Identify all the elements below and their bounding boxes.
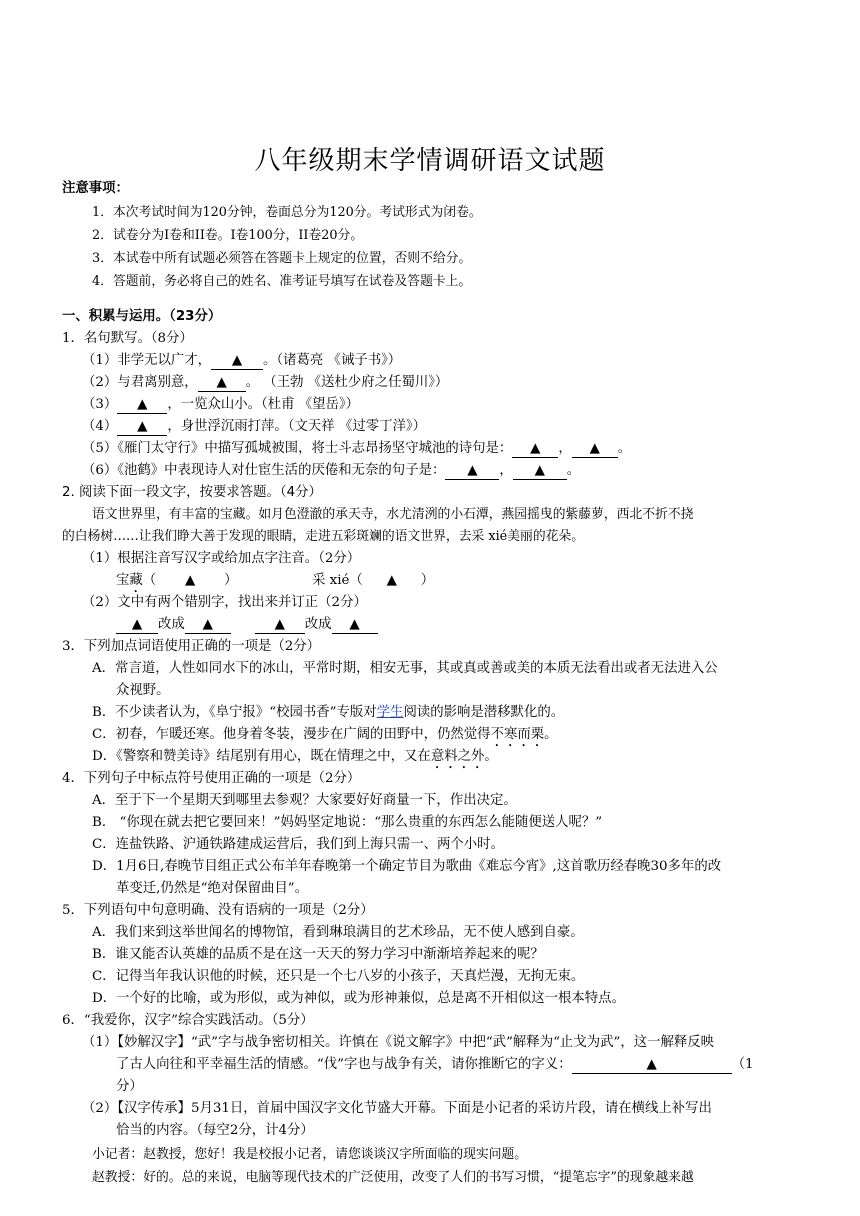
q1-item-5-mid: ， xyxy=(558,441,572,456)
paren-open: （ xyxy=(142,573,157,588)
exam-title: 八年级期末学情调研语文试题 xyxy=(254,146,606,176)
q6-sub-1-line-2-post: （1 xyxy=(731,1057,754,1072)
answer-blank[interactable]: ▲ xyxy=(512,441,558,458)
q1-item-4-post: ，身世浮沉雨打萍。（文天祥 《过零丁洋》） xyxy=(167,419,426,434)
q1-item-1-pre: （1）非学无以广才， xyxy=(82,353,212,368)
q3-option-d-pre: D．《警察和赞美诗》结尾别有用心，既在情理之中，又在 xyxy=(92,749,431,764)
q6-stem: 6．“我爱你，汉字”综合实践活动。（5分） xyxy=(62,1013,314,1028)
paren-close: ） xyxy=(224,573,238,588)
q1-item-6 xyxy=(82,461,580,481)
q1-stem: 1．名句默写。（8分） xyxy=(62,331,193,346)
answer-blank[interactable]: ▲ xyxy=(211,353,263,370)
answer-blank[interactable]: ▲ xyxy=(198,375,246,392)
q1-item-3-pre: （3） xyxy=(82,397,118,412)
q6-sub-2-line-2: 恰当的内容。（每空2分，计4分） xyxy=(116,1123,314,1138)
q3-option-a-line-1: A．常言道，人性如同水下的冰山，平常时期，相安无事，其或真或善或美的本质无法看出或者无法进入公 xyxy=(92,661,718,676)
notice-item-1: 1．本次考试时间为120分钟，卷面总分为120分。考试形式为闭卷。 xyxy=(92,205,482,220)
change-to-label: 改成 xyxy=(158,617,185,632)
q1-item-3-post: ，一览众山小。（杜甫 《望岳》） xyxy=(167,397,360,412)
q2-sub-2: （2）文中有两个错别字，找出来并订正（2分） xyxy=(82,595,367,610)
q1-item-6-mid: ， xyxy=(499,463,513,478)
q2-stem: 2. 阅读下面一段文字，按要求答题。（4分） xyxy=(62,485,322,500)
answer-blank[interactable]: ▲ xyxy=(116,617,158,634)
answer-blank[interactable]: ▲ xyxy=(255,617,305,634)
q6-sub-1-line-1: （1）【妙解汉字】“武”字与战争密切相关。许慎在《说文解字》中把“武”解释为“止戈为武”，这一解释反映 xyxy=(82,1035,715,1050)
q5-option-b: B．谁又能否认英雄的品质不是在这一天天的努力学习中渐渐培养起来的呢？ xyxy=(92,947,544,962)
q4-option-b: B． “你现在就去把它要回来！”妈妈坚定地说：“那么贵重的东西怎么能随便送人呢？” xyxy=(92,815,603,830)
q1-item-3 xyxy=(82,395,359,415)
q6-dialog-reporter: 小记者：赵教授，您好！我是校报小记者，请您谈谈汉字所面临的现实问题。 xyxy=(92,1147,528,1162)
q2-word-b-label: 采 xié（ xyxy=(312,573,363,588)
q2-passage-line-2: 的白杨树……让我们睁大善于发现的眼睛，走进五彩斑斓的语文世界，去采 xié美丽的花朵。 xyxy=(62,529,585,544)
q6-sub-2-line-1: （2）【汉字传承】5月31日，首届中国汉字文化节盛大开幕。下面是小记者的采访片段，请在横线上补写出 xyxy=(82,1101,712,1116)
q1-item-1-post: 。（诸葛亮 《诫子书》） xyxy=(263,353,402,368)
q3-option-c-post: 。 xyxy=(544,727,558,742)
notice-item-3: 3．本试卷中所有试题必须答在答题卡上规定的位置，否则不给分。 xyxy=(92,251,472,266)
answer-slot[interactable]: ▲ xyxy=(386,573,397,588)
q4-option-d-line-1: D．1月6日,春晚节目组正式公布羊年春晚第一个确定节目为歌曲《难忘今宵》,这首歌历经春晚30多年的改 xyxy=(92,859,722,874)
q4-option-a: A．至于下一个星期天到哪里去参观？大家要好好商量一下，作出决定。 xyxy=(92,793,517,808)
q2-word-a-plain: 宝 xyxy=(116,573,130,588)
answer-blank[interactable]: ▲ xyxy=(572,441,618,458)
q6-sub-1-line-3: 分） xyxy=(116,1079,143,1094)
q5-option-a: A．我们来到这举世闻名的博物馆，看到琳琅满目的艺术珍品，无不使人感到自豪。 xyxy=(92,925,584,940)
q3-option-b-pre: B．不少读者认为，《阜宁报》“校园书香”专版对 xyxy=(92,705,377,720)
q4-option-d-line-2: 革变迁,仍然是“绝对保留曲目”。 xyxy=(116,881,309,896)
section-1-heading: 一、积累与运用。（23分） xyxy=(62,309,222,324)
q1-item-2-post: 。 （王勃 《送杜少府之任蜀川》） xyxy=(245,375,449,390)
q3-option-c-dotted: 不寒而栗 xyxy=(490,727,545,742)
q2-correction-row xyxy=(116,615,378,635)
answer-slot[interactable]: ▲ xyxy=(185,573,196,588)
q1-item-5-post: 。 xyxy=(617,441,632,456)
q3-option-b-post: 阅读的影响是潜移默化的。 xyxy=(403,705,565,720)
q6-sub-1-line-2 xyxy=(116,1055,754,1075)
q2-word-b xyxy=(312,571,434,591)
q3-option-c-pre: C．初春，乍暖还寒。他身着冬装，漫步在广阔的田野中，仍然觉得 xyxy=(92,727,491,742)
q4-stem: 4．下列句子中标点符号使用正确的一项是（2分） xyxy=(62,771,361,786)
q5-option-c: C．记得当年我认识他的时候，还只是一个七八岁的小孩子，天真烂漫，无拘无束。 xyxy=(92,969,585,984)
q2-word-a-dotted: 藏 xyxy=(129,573,143,588)
answer-blank[interactable]: ▲ xyxy=(572,1057,732,1074)
notice-heading: 注意事项： xyxy=(62,181,129,196)
q2-passage-line-1: 语文世界里，有丰富的宝藏。如月色澄澈的承天寺，水尤清洌的小石潭，燕园摇曳的紫藤萝，西北不折不挠 xyxy=(92,507,694,522)
q1-item-6-post: 。 xyxy=(566,463,581,478)
answer-blank[interactable]: ▲ xyxy=(117,419,167,436)
q1-item-6-pre: （6）《池鹤》中表现诗人对仕宦生活的厌倦和无奈的句子是： xyxy=(82,463,446,478)
answer-blank[interactable]: ▲ xyxy=(117,397,167,414)
answer-blank[interactable]: ▲ xyxy=(332,617,378,634)
q6-sub-1-line-2-pre: 了古人向往和平幸福生活的情感。“伐”字也与战争有关，请你推断它的字义： xyxy=(116,1057,572,1072)
q1-item-2-pre: （2）与君离别意， xyxy=(82,375,198,390)
q4-option-c: C．连盐铁路、沪通铁路建成运营后，我们到上海只需一、两个小时。 xyxy=(92,837,504,852)
q1-item-4-pre: （4） xyxy=(82,419,118,434)
notice-item-2: 2．试卷分为I卷和II卷。I卷100分，II卷20分。 xyxy=(92,228,364,243)
paren-close: ） xyxy=(420,573,435,588)
notice-item-4: 4．答题前，务必将自己的姓名、准考证号填写在试卷及答题卡上。 xyxy=(92,274,472,289)
q3-option-b xyxy=(92,703,564,723)
q3-stem: 3．下列加点词语使用正确的一项是（2分） xyxy=(62,639,321,654)
q1-item-2 xyxy=(82,373,448,393)
answer-blank[interactable]: ▲ xyxy=(185,617,231,634)
answer-blank[interactable]: ▲ xyxy=(513,463,567,480)
q1-item-5-pre: （5）《雁门太守行》中描写孤城被围，将士斗志昂扬坚守城池的诗句是： xyxy=(82,441,513,456)
q5-option-d: D．一个好的比喻，或为形似，或为神似，或为形神兼似，总是离不开相似这一根本特点。 xyxy=(92,991,625,1006)
q1-item-1 xyxy=(82,351,401,371)
answer-blank[interactable]: ▲ xyxy=(445,463,499,480)
q2-sub-1: （1）根据注音写汉字或给加点字注音。（2分） xyxy=(82,551,361,566)
q1-item-4 xyxy=(82,417,426,437)
q5-stem: 5．下列语句中句意明确、没有语病的一项是（2分） xyxy=(62,903,374,918)
q3-option-d-post: 。 xyxy=(484,749,498,764)
student-link[interactable]: 学生 xyxy=(376,705,404,720)
change-to-label: 改成 xyxy=(304,617,332,632)
q3-option-a-line-2: 众视野。 xyxy=(116,683,170,698)
q1-item-5 xyxy=(82,439,631,459)
q3-option-d-dotted: 意料之外 xyxy=(430,749,485,764)
q6-dialog-professor: 赵教授：好的。总的来说，电脑等现代技术的广泛使用，改变了人们的书写习惯，“提笔忘字”的现象越来越 xyxy=(92,1170,694,1185)
